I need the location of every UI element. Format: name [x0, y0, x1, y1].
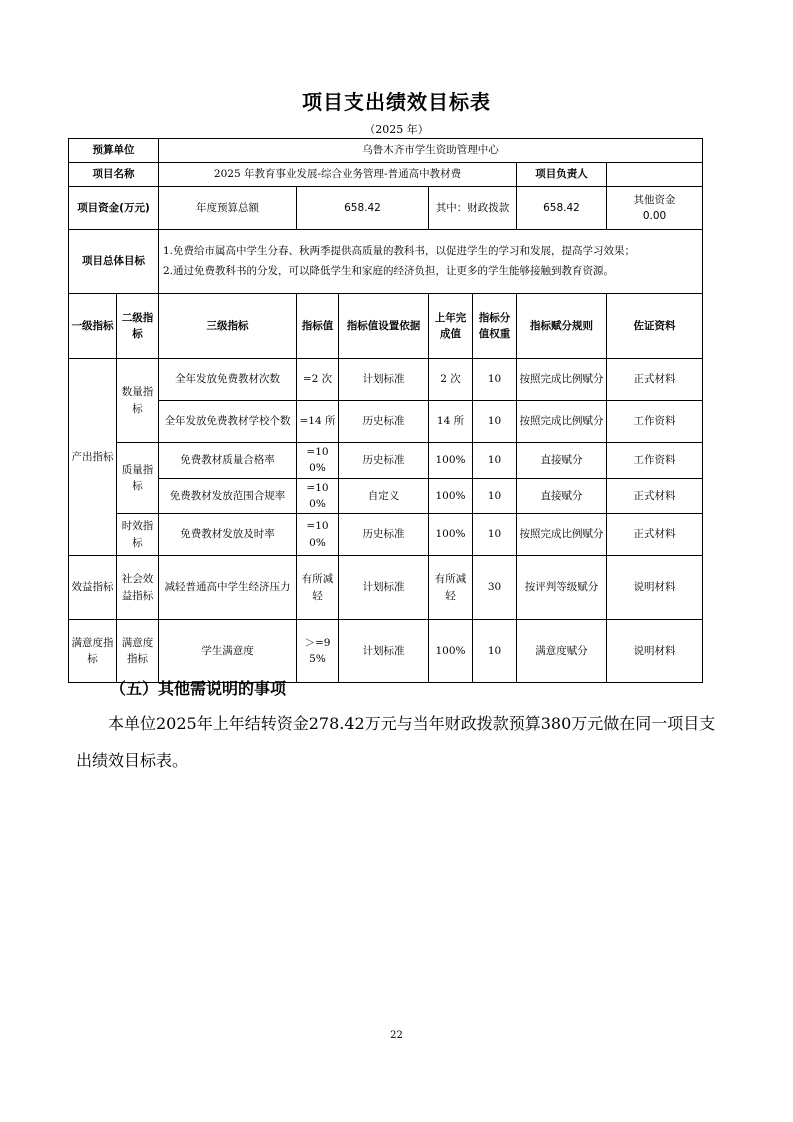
- page-number: 22: [390, 1030, 403, 1041]
- header-level3: 三级指标: [159, 294, 297, 359]
- row-4-name: 免费教材发放范围合规率: [159, 478, 297, 514]
- overall-goal-item-2: 2.通过免费教科书的分发，可以降低学生和家庭的经济负担，让更多的学生能够接触到教育资源。: [163, 264, 615, 277]
- header-evidence: 佐证资料: [607, 294, 703, 359]
- overall-goal-label: 项目总体目标: [69, 230, 159, 294]
- overall-goal-item-1: 1.免费给市属高中学生分春、秋两季提供高质量的教科书，以促进学生的学习和发展，提高学习效果；: [163, 244, 636, 257]
- group-timeliness-label: 时效指标: [117, 514, 159, 556]
- section-heading: （五）其他需说明的事项: [110, 679, 287, 698]
- project-name-value: 2025 年教育事业发展-综合业务管理-普通高中教材费: [159, 163, 517, 187]
- other-funds-value: 0.00: [642, 210, 667, 222]
- row-6-weight: 30: [473, 556, 517, 620]
- row-1-name: 全年发放免费教材次数: [159, 359, 297, 401]
- row-5-basis: 历史标准: [339, 514, 429, 556]
- row-7-name: 学生满意度: [159, 620, 297, 683]
- annual-budget-label: 年度预算总额: [159, 187, 297, 230]
- header-level1: 一级指标: [69, 294, 117, 359]
- row-2-last: 14 所: [429, 401, 473, 443]
- row-2-basis: 历史标准: [339, 401, 429, 443]
- row-4-last: 100%: [429, 478, 473, 514]
- row-6-last: 有所减轻: [429, 556, 473, 620]
- group-social-benefit-label: 社会效益指标: [117, 556, 159, 620]
- row-3-rule: 直接赋分: [517, 443, 607, 479]
- row-3-basis: 历史标准: [339, 443, 429, 479]
- group-satisfaction-label: 满意度指标: [69, 620, 117, 683]
- row-7-weight: 10: [473, 620, 517, 683]
- row-5-rule: 按照完成比例赋分: [517, 514, 607, 556]
- group-output-label: 产出指标: [69, 359, 117, 556]
- row-3-evidence: 工作资料: [607, 443, 703, 479]
- header-basis: 指标值设置依据: [339, 294, 429, 359]
- row-6-name: 减轻普通高中学生经济压力: [159, 556, 297, 620]
- row-1-last: 2 次: [429, 359, 473, 401]
- row-1-rule: 按照完成比例赋分: [517, 359, 607, 401]
- row-7-last: 100%: [429, 620, 473, 683]
- header-weight: 指标分值权重: [473, 294, 517, 359]
- row-4-basis: 自定义: [339, 478, 429, 514]
- row-6-basis: 计划标准: [339, 556, 429, 620]
- performance-target-table: [68, 138, 703, 683]
- row-2-weight: 10: [473, 401, 517, 443]
- row-5-evidence: 正式材料: [607, 514, 703, 556]
- row-4-value: =100%: [297, 478, 339, 514]
- group-benefit-label: 效益指标: [69, 556, 117, 620]
- header-value: 指标值: [297, 294, 339, 359]
- row-5-weight: 10: [473, 514, 517, 556]
- row-3-value: =100%: [297, 443, 339, 479]
- project-leader-value: [607, 163, 703, 187]
- budget-unit-label: 预算单位: [69, 139, 159, 163]
- row-4-rule: 直接赋分: [517, 478, 607, 514]
- page-title: 项目支出绩效目标表: [302, 90, 491, 114]
- row-1-weight: 10: [473, 359, 517, 401]
- row-6-evidence: 说明材料: [607, 556, 703, 620]
- row-1-basis: 计划标准: [339, 359, 429, 401]
- group-quantity-label: 数量指标: [117, 359, 159, 443]
- annual-budget-value: 658.42: [297, 187, 429, 230]
- row-4-weight: 10: [473, 478, 517, 514]
- row-7-basis: 计划标准: [339, 620, 429, 683]
- header-level2: 二级指标: [117, 294, 159, 359]
- row-3-last: 100%: [429, 443, 473, 479]
- fiscal-appropriation-label: 其中：财政拨款: [429, 187, 517, 230]
- row-7-rule: 满意度赋分: [517, 620, 607, 683]
- row-3-name: 免费教材质量合格率: [159, 443, 297, 479]
- other-funds-cell: [607, 187, 703, 230]
- table-year: （2025 年）: [364, 123, 429, 136]
- project-leader-label: 项目负责人: [517, 163, 607, 187]
- row-2-name: 全年发放免费教材学校个数: [159, 401, 297, 443]
- row-2-evidence: 工作资料: [607, 401, 703, 443]
- fiscal-appropriation-value: 658.42: [517, 187, 607, 230]
- project-funds-label: 项目资金(万元): [69, 187, 159, 230]
- group-quality-label: 质量指标: [117, 443, 159, 514]
- overall-goal-text: [159, 230, 703, 294]
- row-7-evidence: 说明材料: [607, 620, 703, 683]
- row-6-rule: 按评判等级赋分: [517, 556, 607, 620]
- explanation-paragraph: 本单位2025年上年结转资金278.42万元与当年财政拨款预算380万元做在同一项目支出绩效目标表。: [76, 714, 716, 770]
- project-name-label: 项目名称: [69, 163, 159, 187]
- row-1-evidence: 正式材料: [607, 359, 703, 401]
- header-last-year: 上年完成值: [429, 294, 473, 359]
- header-rule: 指标赋分规则: [517, 294, 607, 359]
- row-5-last: 100%: [429, 514, 473, 556]
- budget-unit-value: 乌鲁木齐市学生资助管理中心: [159, 139, 703, 163]
- row-2-value: =14 所: [297, 401, 339, 443]
- row-3-weight: 10: [473, 443, 517, 479]
- row-4-evidence: 正式材料: [607, 478, 703, 514]
- other-funds-label: 其他资金: [633, 193, 676, 206]
- row-5-name: 免费教材发放及时率: [159, 514, 297, 556]
- row-5-value: =100%: [297, 514, 339, 556]
- row-2-rule: 按照完成比例赋分: [517, 401, 607, 443]
- row-6-value: 有所减轻: [297, 556, 339, 620]
- row-1-value: =2 次: [297, 359, 339, 401]
- group-satisfaction-sub-label: 满意度指标: [117, 620, 159, 683]
- row-7-value: ＞=95%: [297, 620, 339, 683]
